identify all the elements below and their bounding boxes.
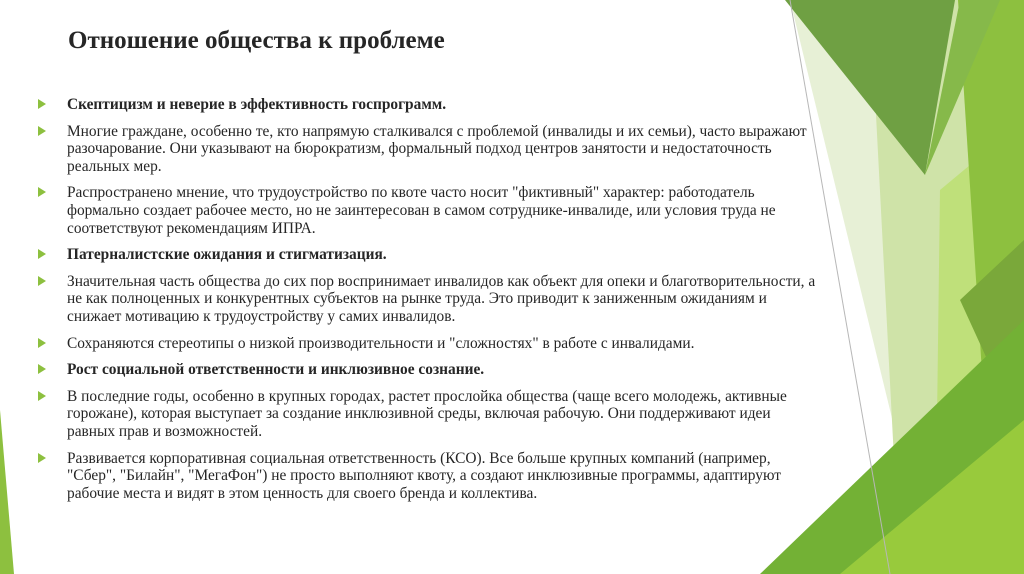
bullet-text: Скептицизм и неверие в эффективность госпрограмм.: [67, 96, 447, 113]
bullet-item: [38, 246, 818, 264]
bullet-item: [38, 273, 818, 326]
bullet-item: [38, 335, 818, 353]
bullet-text: В последние годы, особенно в крупных городах, растет прослойка общества (чаще всего молодежь, активные горожане), которая выступает за создание инклюзивной среды, включая рабочую. Они поддерживают идеи равных прав и возможностей.: [67, 387, 787, 440]
triangle-bullet-icon: [38, 126, 46, 136]
bullet-item: [38, 123, 818, 176]
bullet-list: [38, 96, 818, 511]
bullet-text: Значительная часть общества до сих пор воспринимает инвалидов как объект для опеки и благотворительности, а не как полноценных и конкурентных субъектов на рынке труда. Это приводит к заниженным ожиданиям и снижает мотивацию к трудоустройству у самих инвалидов.: [67, 272, 816, 325]
triangle-bullet-icon: [38, 276, 46, 286]
bullet-item: [38, 96, 818, 114]
bullet-text: Развивается корпоративная социальная ответственность (КСО). Все больше крупных компаний (например, "Сбер", "Билайн", "МегаФон") не просто выполняют квоту, а создают инклюзивные программы, адаптируют рабочие места и видят в этом ценность для своего бренда и коллектива.: [67, 449, 781, 502]
slide-title: Отношение общества к проблеме: [68, 27, 445, 54]
triangle-bullet-icon: [38, 187, 46, 197]
triangle-bullet-icon: [38, 99, 46, 109]
bullet-item: [38, 184, 818, 237]
triangle-bullet-icon: [38, 338, 46, 348]
triangle-bullet-icon: [38, 364, 46, 374]
bullet-text: Рост социальной ответственности и инклюзивное сознание.: [67, 361, 485, 379]
triangle-bullet-icon: [38, 391, 46, 401]
bullet-text: Патерналистские ожидания и стигматизация.: [67, 246, 387, 264]
triangle-bullet-icon: [38, 249, 46, 259]
bullet-text: Многие граждане, особенно те, кто напрямую сталкивался с проблемой (инвалиды и их семьи), часто выражают разочарование. Они указывают на бюрократизм, формальный подход центров занятости и недостаточность реальных мер.: [67, 122, 807, 175]
left-edge-facet: [0, 410, 14, 574]
bullet-item: [38, 388, 818, 441]
bullet-item: [38, 361, 818, 379]
bullet-item: [38, 450, 818, 503]
triangle-bullet-icon: [38, 453, 46, 463]
bullet-text: Сохраняются стереотипы о низкой производительности и "сложностях" в работе с инвалидами.: [67, 334, 695, 352]
bullet-text: Распространено мнение, что трудоустройство по квоте часто носит "фиктивный" характер: работодатель формально создает рабочее место, но не заинтересован в самом сотруднике-инвалиде, или условия труда не соответствуют рекомендациям ИПРА.: [67, 184, 776, 237]
